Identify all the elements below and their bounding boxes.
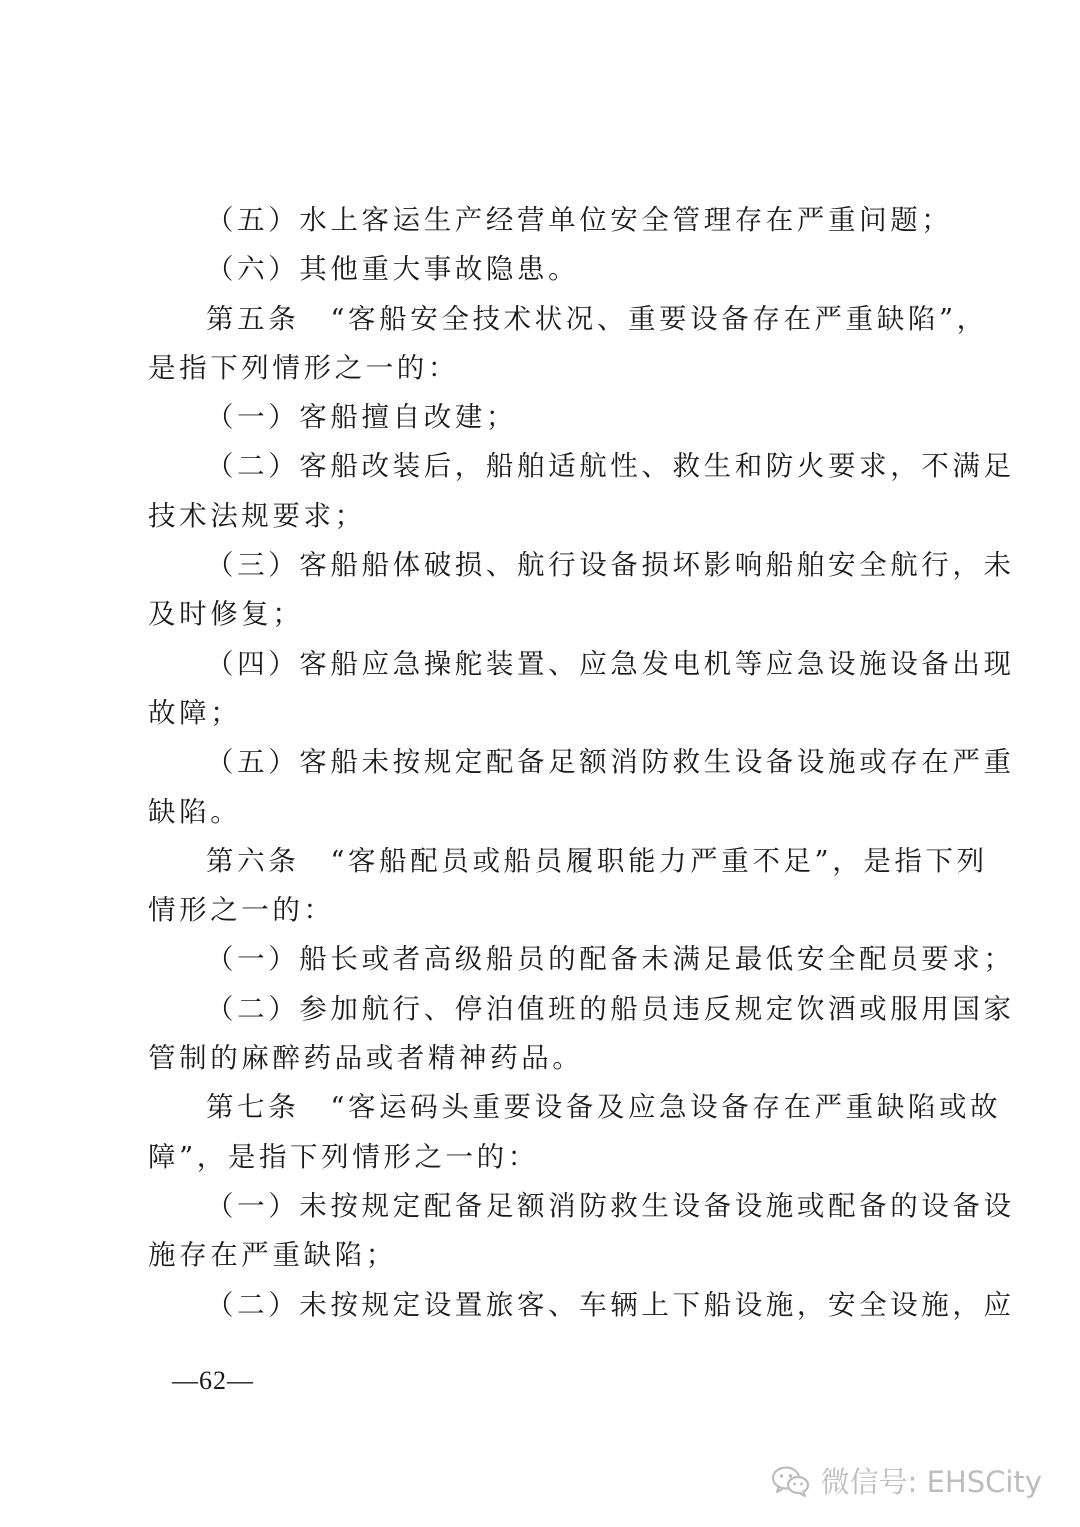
- text-line: （五）水上客运生产经营单位安全管理存在严重问题；: [206, 204, 953, 236]
- text-line: （五）客船未按规定配备足额消防救生设备设施或存在严重: [206, 746, 1015, 779]
- text-line: 管制的麻醉药品或者精神药品。: [148, 1042, 584, 1075]
- watermark-text: 微信号: EHSCity: [820, 1465, 1042, 1499]
- text-line: 障”，是指下列情形之一的：: [148, 1140, 539, 1173]
- text-line: 缺陷。: [148, 795, 242, 828]
- text-line: （二）未按规定设置旅客、车辆上下船设施，安全设施，应: [206, 1288, 1015, 1321]
- text-line: 技术法规要求；: [148, 499, 366, 532]
- text-line: 故障；: [148, 696, 242, 729]
- text-line: 是指下列情形之一的：: [148, 351, 459, 384]
- text-line: （一）船长或者高级船员的配备未满足最低安全配员要求；: [206, 943, 1015, 976]
- text-line: 及时修复；: [148, 598, 304, 631]
- text-line: （一）未按规定配备足额消防救生设备设施或配备的设备设: [206, 1189, 1015, 1222]
- text-line: （二）参加航行、停泊值班的船员违反规定饮酒或服用国家: [206, 992, 1015, 1025]
- text-line: （四）客船应急操舵装置、应急发电机等应急设施设备出现: [206, 647, 1015, 680]
- text-line: 施存在严重缺陷；: [148, 1239, 397, 1272]
- page-number: —62—: [172, 1366, 254, 1395]
- text-line: 第七条 “客运码头重要设备及应急设备存在严重缺陷或故: [206, 1091, 1002, 1124]
- text-line: 情形之一的：: [148, 894, 335, 927]
- text-line: 第六条 “客船配员或船员履职能力严重不足”，是指下列: [206, 844, 988, 877]
- text-line: （二）客船改装后，船舶适航性、救生和防火要求，不满足: [206, 450, 1015, 483]
- text-line: （六）其他重大事故隐患。: [206, 253, 580, 286]
- watermark: [771, 1460, 1042, 1501]
- text-line: 第五条 “客船安全技术状况、重要设备存在严重缺陷”，: [206, 302, 988, 335]
- text-line: （三）客船船体破损、航行设备损坏影响船舶安全航行，未: [206, 549, 1015, 582]
- text-line: （一）客船擅自改建；: [206, 401, 517, 434]
- document-body: [148, 196, 1015, 1330]
- wechat-icon: [771, 1464, 811, 1498]
